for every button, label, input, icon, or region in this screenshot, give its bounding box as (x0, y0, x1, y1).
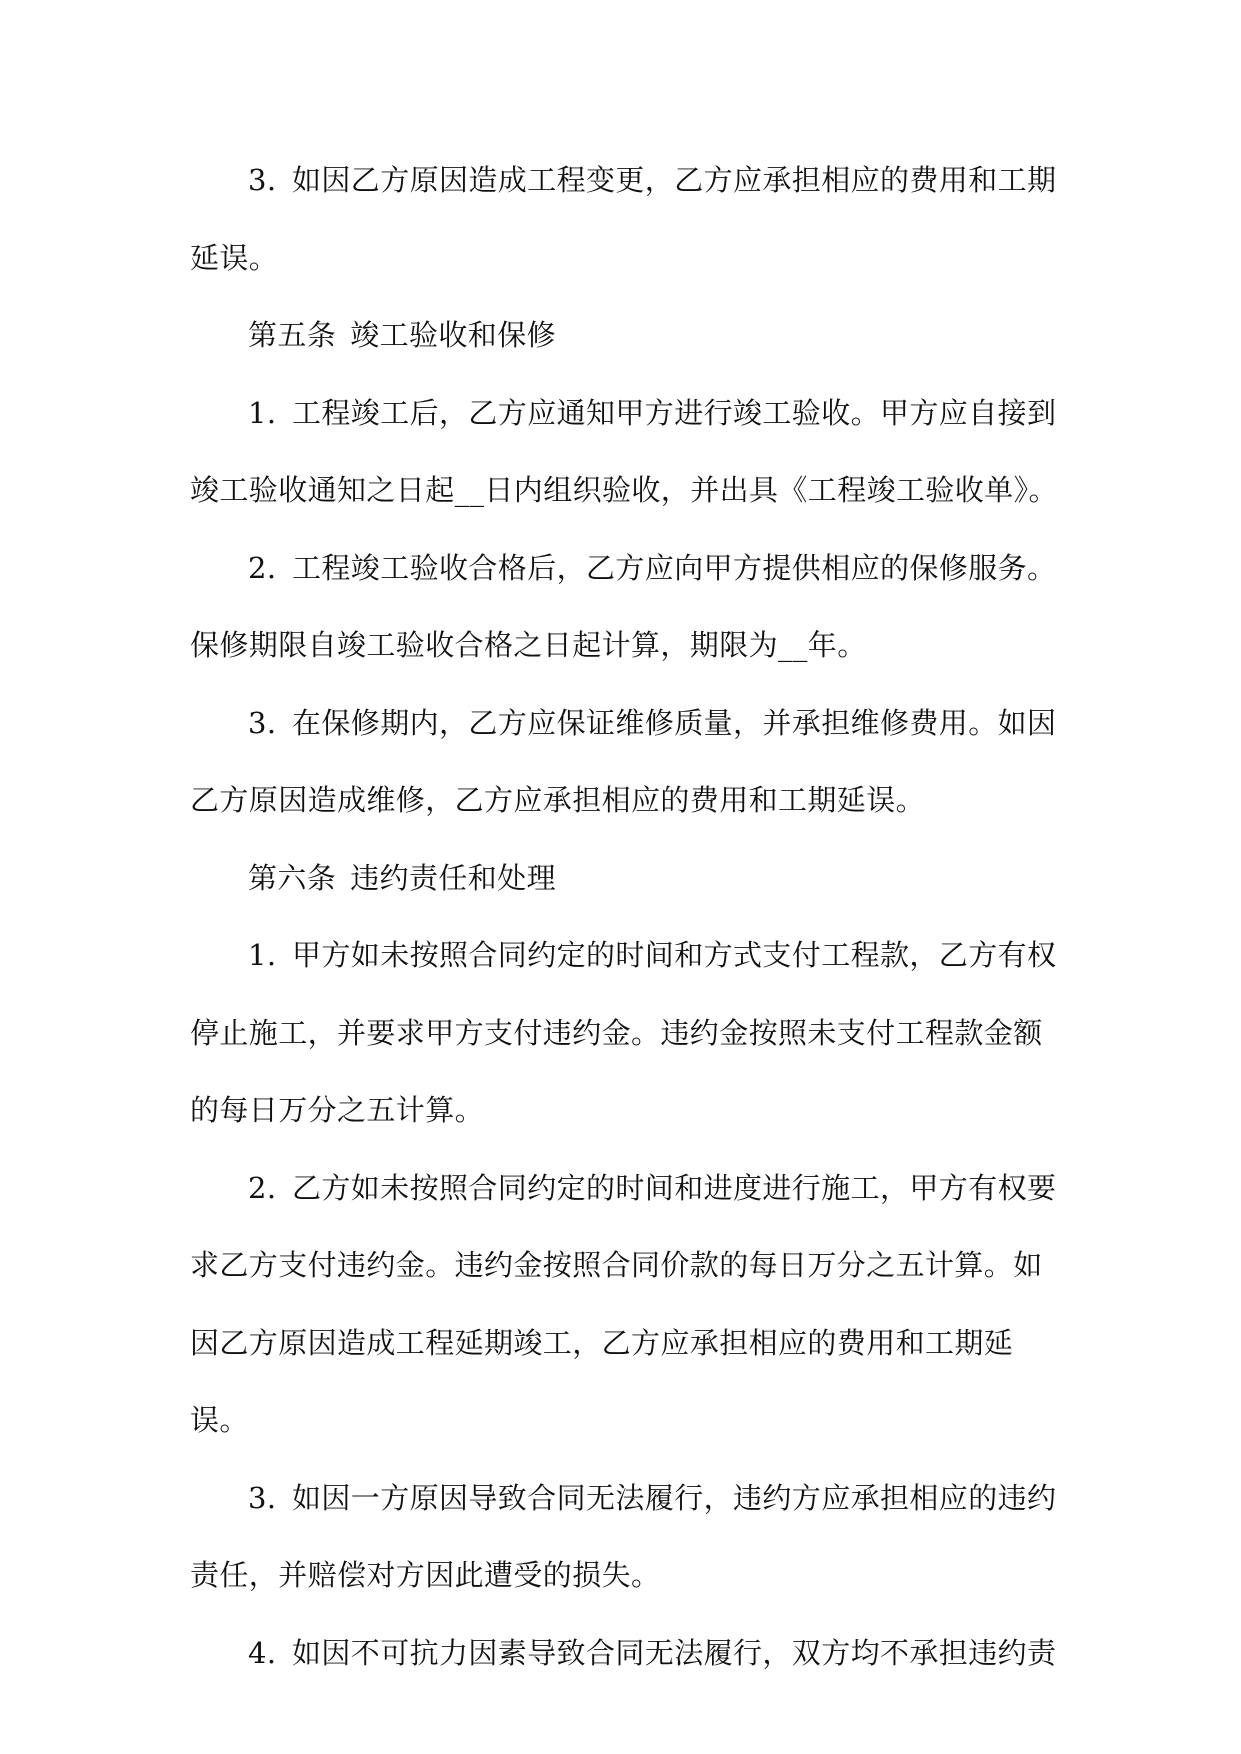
clause-number: 1. (248, 395, 277, 430)
clause-number: 2. (248, 550, 277, 585)
article-title: 违约责任和处理 (350, 860, 557, 895)
clause-paragraph (190, 530, 1060, 685)
clause-number: 1. (248, 938, 277, 972)
clause-number: 3. (248, 163, 277, 197)
clause-text: 甲方如未按照合同约定的时间和方式支付工程款，乙方有权停止施工，并要求甲方支付违约金。违约金按照未支付工程款金额的每日万分之五计算。 (190, 938, 1057, 1127)
article-heading (190, 840, 1060, 918)
clause-paragraph (190, 375, 1060, 530)
article-number: 第六条 (248, 860, 337, 895)
clause-text: 工程竣工后，乙方应通知甲方进行竣工验收。甲方应自接到竣工验收通知之日起__日内组织验收，并出具《工程竣工验收单》。 (190, 395, 1058, 507)
clause-number: 3. (248, 705, 277, 740)
clause-text: 如因不可抗力因素导致合同无法履行，双方均不承担违约责 (292, 1635, 1057, 1670)
clause-text: 在保修期内，乙方应保证维修质量，并承担维修费用。如因乙方原因造成维修，乙方应承担相应的费用和工期延误。 (190, 705, 1057, 817)
clause-text: 如因一方原因导致合同无法履行，违约方应承担相应的违约责任，并赔偿对方因此遭受的损失。 (190, 1480, 1057, 1592)
article-title: 竣工验收和保修 (350, 318, 557, 352)
clause-text: 工程竣工验收合格后，乙方应向甲方提供相应的保修服务。保修期限自竣工验收合格之日起计算，期限为__年。 (190, 550, 1057, 662)
clause-paragraph (190, 1460, 1060, 1615)
clause-number: 4. (248, 1635, 277, 1670)
clause-paragraph (190, 917, 1060, 1150)
clause-paragraph (190, 1150, 1060, 1460)
article-heading (190, 297, 1060, 375)
clause-text: 乙方如未按照合同约定的时间和进度进行施工，甲方有权要求乙方支付违约金。违约金按照合同价款的每日万分之五计算。如因乙方原因造成工程延期竣工，乙方应承担相应的费用和工期延误。 (190, 1170, 1057, 1437)
clause-paragraph (190, 142, 1060, 297)
clause-number: 2. (248, 1170, 277, 1205)
clause-number: 3. (248, 1480, 277, 1515)
clause-paragraph (190, 685, 1060, 840)
document-body (190, 142, 1060, 1692)
clause-paragraph (190, 1615, 1060, 1693)
clause-text: 如因乙方原因造成工程变更，乙方应承担相应的费用和工期延误。 (190, 163, 1057, 275)
article-number: 第五条 (248, 318, 337, 352)
